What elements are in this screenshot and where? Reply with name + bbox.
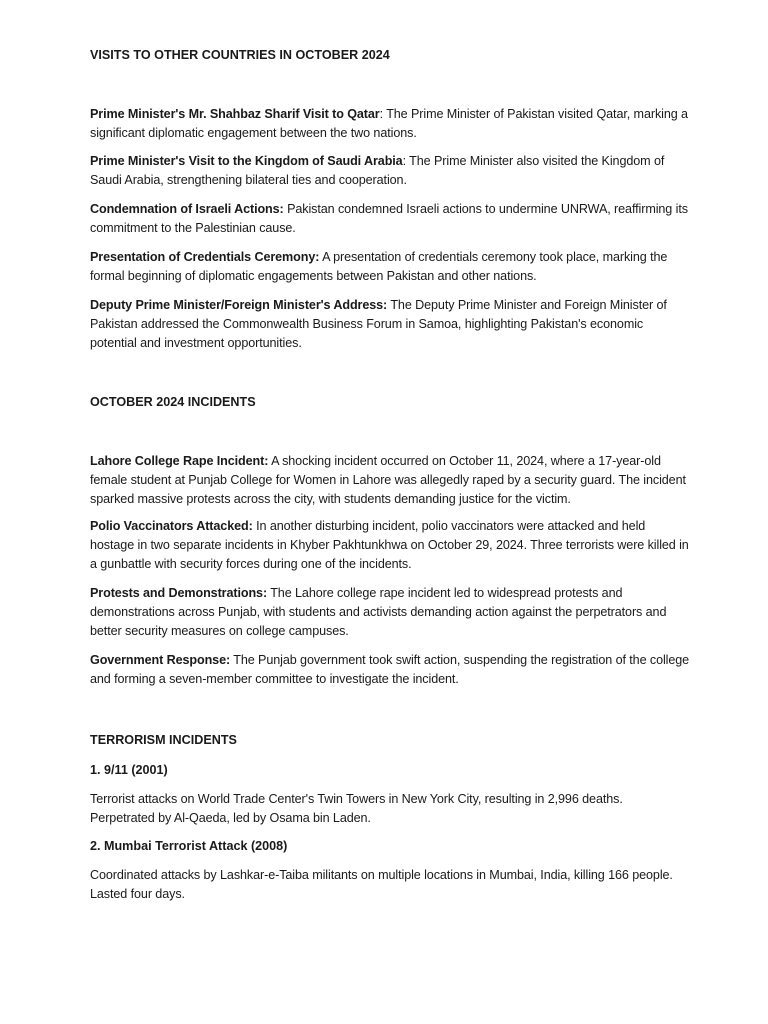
paragraph-protests xyxy=(90,584,690,641)
document-page xyxy=(90,0,690,1024)
terrorism-item-text: Terrorist attacks on World Trade Center's Twin Towers in New York City, resulting in 2,996 deaths. Perpetrated by Al-Qaeda, led by Osama bin Laden. xyxy=(90,792,623,825)
section-heading-terrorism: TERRORISM INCIDENTS xyxy=(90,733,237,747)
terrorism-item-title: 2. Mumbai Terrorist Attack (2008) xyxy=(90,839,288,853)
terrorism-item-title: 1. 9/11 (2001) xyxy=(90,763,168,777)
paragraph-credentials-ceremony xyxy=(90,248,690,286)
paragraph-lead: Government Response: xyxy=(90,653,231,667)
paragraph-text: The Prime Minister also visited the Kingdom of Saudi Arabia, strengthening bilateral ties and cooperation. xyxy=(90,154,665,187)
paragraph-text: In another disturbing incident, polio vaccinators were attacked and held hostage in two separate incidents in Khyber Pakhtunkhwa on October 29, 2024. Three terrorists were killed in a gunbattle with security forces during one of the incidents. xyxy=(90,519,689,571)
paragraph-separator: : xyxy=(379,107,387,121)
paragraph-lead: Prime Minister's Visit to the Kingdom of Saudi Arabia xyxy=(90,154,403,168)
paragraph-polio-vaccinators xyxy=(90,517,690,574)
paragraph-lahore-college xyxy=(90,452,690,509)
paragraph-text: The Lahore college rape incident led to widespread protests and demonstrations across Punjab, with students and activists demanding action against the perpetrators and better security measures on college campuses. xyxy=(90,586,667,638)
paragraph-text: The Prime Minister of Pakistan visited Qatar, marking a significant diplomatic engagement between the two nations. xyxy=(90,107,688,140)
paragraph-saudi-visit xyxy=(90,152,690,190)
paragraph-israeli-condemnation xyxy=(90,200,690,238)
paragraph-text: The Punjab government took swift action, suspending the registration of the college and forming a seven-member committee to investigate the incident. xyxy=(90,653,690,686)
section-heading-visits: VISITS TO OTHER COUNTRIES IN OCTOBER 2024 xyxy=(90,48,390,62)
terrorism-item-text: Coordinated attacks by Lashkar-e-Taiba militants on multiple locations in Mumbai, India, killing 166 people. Lasted four days. xyxy=(90,868,673,901)
paragraph-lead: Condemnation of Israeli Actions: xyxy=(90,202,284,216)
paragraph-text: Pakistan condemned Israeli actions to undermine UNRWA, reaffirming its commitment to the Palestinian cause. xyxy=(90,202,688,235)
paragraph-separator: : xyxy=(402,154,410,168)
paragraph-lead: Presentation of Credentials Ceremony: xyxy=(90,250,320,264)
paragraph-text: A shocking incident occurred on October 11, 2024, where a 17-year-old female student at Punjab College for Women in Lahore was allegedly raped by a security guard. The incident sparked massive protests across the city, with students demanding justice for the victim. xyxy=(90,454,686,506)
paragraph-text: A presentation of credentials ceremony took place, marking the formal beginning of diplomatic engagements between Pakistan and other nations. xyxy=(90,250,668,283)
paragraph-text: The Deputy Prime Minister and Foreign Minister of Pakistan addressed the Commonwealth Business Forum in Samoa, highlighting Pakistan's economic potential and investment opportunities. xyxy=(90,298,667,350)
section-heading-incidents: OCTOBER 2024 INCIDENTS xyxy=(90,395,256,409)
paragraph-deputy-pm-address xyxy=(90,296,690,353)
paragraph-government-response xyxy=(90,651,690,689)
paragraph-lead: Prime Minister's Mr. Shahbaz Sharif Visit to Qatar xyxy=(90,107,380,121)
paragraph-lead: Polio Vaccinators Attacked: xyxy=(90,519,253,533)
paragraph-qatar-visit xyxy=(90,105,690,143)
paragraph-lead: Protests and Demonstrations: xyxy=(90,586,268,600)
paragraph-lead: Deputy Prime Minister/Foreign Minister's Address: xyxy=(90,298,388,312)
paragraph-lead: Lahore College Rape Incident: xyxy=(90,454,269,468)
